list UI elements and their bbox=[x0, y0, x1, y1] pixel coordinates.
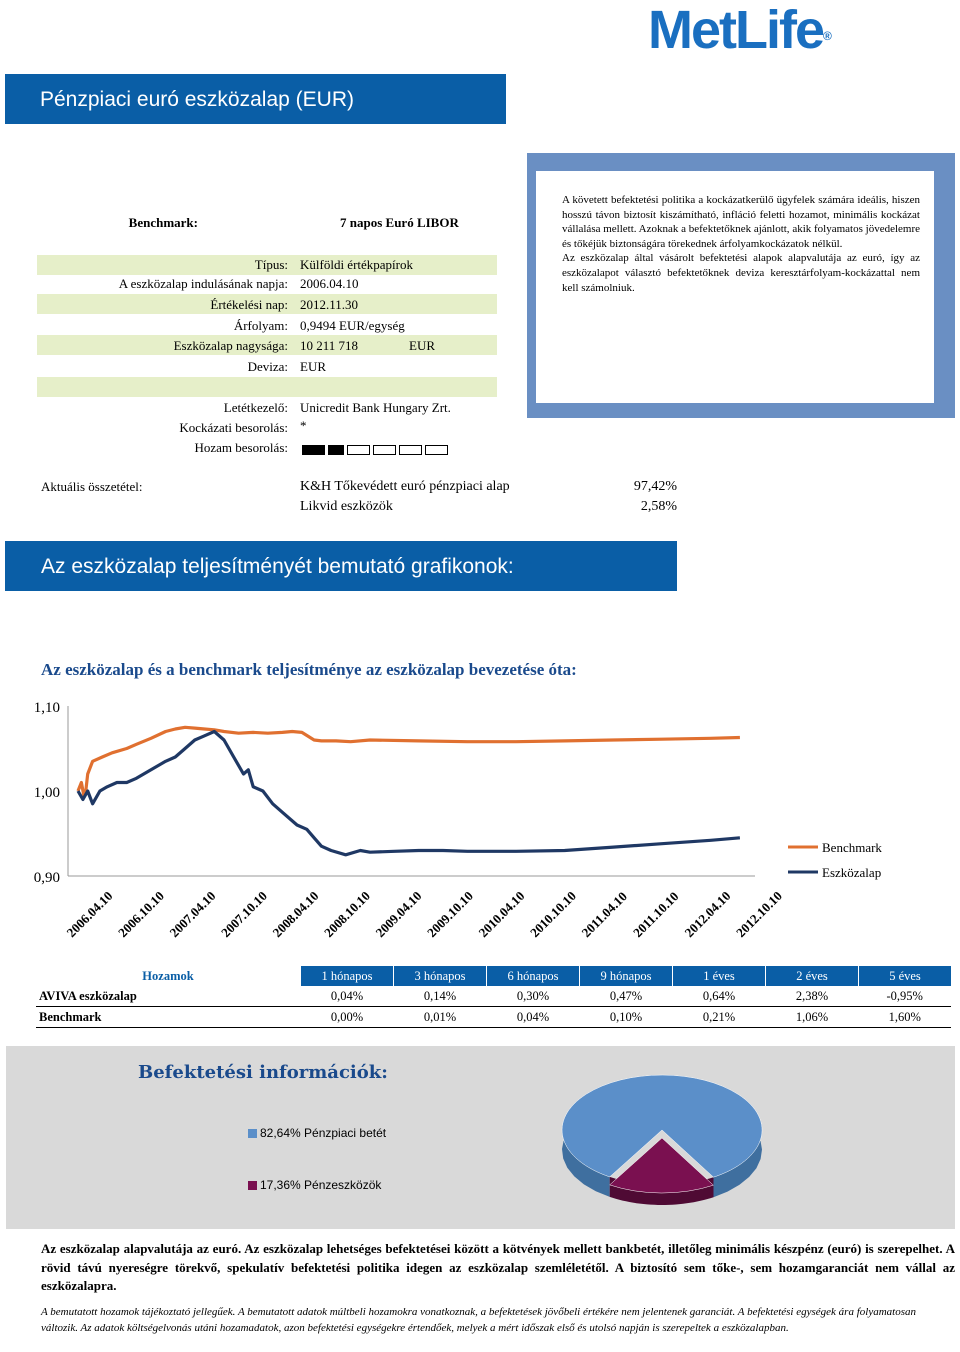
x-tick-label: 2007.04.10 bbox=[166, 888, 219, 941]
price-value: 0,9494 EUR/egység bbox=[300, 318, 405, 333]
currency-label: Deviza: bbox=[247, 359, 288, 374]
description-paragraph: A követett befektetési politika a kockázatkerülő ügyfelek számára ideális, hiszen hosszú távon biztosít kiszámítható, infláció feletti hozamot, minimális kockázat vállalása mellett. Azoknak a befektetőknek ajánlott, akik folyamatos jövedelemre és tőkéjük biztonságára törekednek árfolyamkockázatok nélkül. bbox=[562, 194, 920, 250]
type-label: Típus: bbox=[254, 257, 288, 272]
table-header: 3 hónapos bbox=[394, 966, 487, 986]
x-tick-label: 2008.04.10 bbox=[269, 888, 322, 941]
table-cell: -0,95% bbox=[859, 986, 952, 1007]
manager-value: Unicredit Bank Hungary Zrt. bbox=[300, 400, 451, 415]
x-tick-label: 2012.10.10 bbox=[733, 888, 785, 941]
legend-label: Eszközalap bbox=[822, 865, 882, 880]
section-title: Az eszközalap teljesítményét bemutató grafikonok: bbox=[5, 541, 677, 591]
description-text bbox=[562, 193, 920, 295]
table-cell: 0,21% bbox=[673, 1007, 766, 1028]
metlife-logo: MetLife® bbox=[648, 0, 832, 60]
fund-info bbox=[0, 215, 520, 455]
table-cell: 2,38% bbox=[766, 986, 859, 1007]
table-cell: 0,04% bbox=[487, 1007, 580, 1028]
table-cell: 0,01% bbox=[394, 1007, 487, 1028]
composition-item-value: 2,58% bbox=[640, 499, 677, 514]
size-label: Eszközalap nagysága: bbox=[173, 338, 288, 353]
legend-swatch bbox=[248, 1129, 257, 1138]
chart-title: Az eszközalap és a benchmark teljesítménye az eszközalap bevezetése óta: bbox=[41, 660, 577, 679]
rating-box bbox=[399, 445, 422, 455]
table-cell: 0,10% bbox=[580, 1007, 673, 1028]
table-header: 9 hónapos bbox=[580, 966, 673, 986]
y-tick-label: 1,10 bbox=[33, 700, 60, 716]
yield-rating-boxes bbox=[302, 442, 451, 460]
page-title: Pénzpiaci euró eszközalap (EUR) bbox=[5, 74, 506, 124]
band bbox=[37, 377, 497, 397]
composition-item-value: 97,42% bbox=[633, 479, 677, 494]
disclaimer: A bemutatott hozamok tájékoztató jellegűek. A bemutatott adatok múltbeli hozamokra vonatkoznak, a befektetések jövőbeli értékére nem jelentenek garanciát. A befektetési egységek ára folyamatosan változik. Az adatok költségelvonás utáni hozamadatok, azon befektetési egységekre értendőek, melyek a mért időszak első és utolsó napján is szerepeltek a eszközalapban. bbox=[41, 1306, 916, 1334]
pie-legend-label: 17,36% Pénzeszközök bbox=[260, 1178, 382, 1192]
x-tick-label: 2009.04.10 bbox=[372, 888, 425, 941]
table-cell: 0,04% bbox=[301, 986, 394, 1007]
table-cell: 0,00% bbox=[301, 1007, 394, 1028]
table-row bbox=[36, 1007, 951, 1028]
table-header: 1 éves bbox=[673, 966, 766, 986]
x-tick-label: 2008.10.10 bbox=[321, 888, 373, 941]
table-header: 6 hónapos bbox=[487, 966, 580, 986]
table-row bbox=[36, 986, 951, 1007]
rating-box bbox=[347, 445, 370, 455]
table-cell: AVIVA eszközalap bbox=[36, 986, 301, 1007]
table-cell: 0,30% bbox=[487, 986, 580, 1007]
legend-label: Benchmark bbox=[822, 840, 882, 855]
rating-box bbox=[425, 445, 448, 455]
table-cell: 1,06% bbox=[766, 1007, 859, 1028]
allocation-pie bbox=[540, 1060, 780, 1230]
x-tick-label: 2007.10.10 bbox=[218, 888, 270, 941]
benchmark-value: 7 napos Euró LIBOR bbox=[340, 215, 459, 230]
benchmark-label: Benchmark: bbox=[128, 215, 198, 230]
table-cell: Benchmark bbox=[36, 1007, 301, 1028]
manager-label: Letétkezelő: bbox=[223, 400, 288, 415]
size-unit: EUR bbox=[409, 338, 435, 353]
yield-label: Hozam besorolás: bbox=[194, 440, 288, 455]
x-tick-label: 2006.10.10 bbox=[115, 888, 167, 941]
size-value: 10 211 718 bbox=[300, 338, 359, 353]
table-cell: 1,60% bbox=[859, 1007, 952, 1028]
pie-legend-item bbox=[248, 1178, 381, 1192]
table-header: 1 hónapos bbox=[301, 966, 394, 986]
composition-label: Aktuális összetétel: bbox=[41, 479, 143, 494]
x-tick-label: 2010.04.10 bbox=[475, 888, 528, 941]
rating-box bbox=[328, 445, 344, 455]
x-tick-label: 2012.04.10 bbox=[681, 888, 734, 941]
table-cell: 0,14% bbox=[394, 986, 487, 1007]
rating-box bbox=[373, 445, 396, 455]
x-tick-label: 2011.04.10 bbox=[578, 888, 630, 941]
x-tick-label: 2011.10.10 bbox=[630, 888, 682, 941]
risk-label: Kockázati besorolás: bbox=[179, 420, 288, 435]
x-tick-label: 2009.10.10 bbox=[424, 888, 476, 941]
performance-chart bbox=[0, 690, 960, 960]
start-date-value: 2006.04.10 bbox=[300, 276, 359, 291]
table-cell: 0,64% bbox=[673, 986, 766, 1007]
price-label: Árfolyam: bbox=[233, 318, 288, 333]
table-header: 2 éves bbox=[766, 966, 859, 986]
table-header: Hozamok bbox=[36, 966, 301, 986]
fund-policy-text: Az eszközalap alapvalutája az euró. Az eszközalap lehetséges befektetései között a kötvények mellett bankbetét, illetőleg minimális készpénz (euró) is szerepelhet. A rövid távú nyereségre törekvő, spekulatív befektetési politika idegen az eszközalap szemléletétől. A biztosító sem tőke-, sem hozamgaranciát nem vállal az eszközalapra. bbox=[41, 1241, 955, 1293]
x-tick-label: 2010.10.10 bbox=[527, 888, 579, 941]
pie-legend-item bbox=[248, 1126, 386, 1140]
composition-item-name: Likvid eszközök bbox=[300, 499, 393, 514]
currency-value: EUR bbox=[300, 359, 326, 374]
x-tick-label: 2006.04.10 bbox=[63, 888, 116, 941]
type-value: Külföldi értékpapírok bbox=[300, 257, 413, 272]
table-header-row bbox=[36, 966, 951, 986]
table-cell: 0,47% bbox=[580, 986, 673, 1007]
series-line bbox=[78, 727, 740, 795]
series-line bbox=[78, 732, 740, 855]
description-paragraph: Az eszközalap által vásárolt befektetési alapok alapvalutája az euró, így az eszközalapot választó befektetőknek deviza keresztárfolyam-kockázattal nem kell számolniuk. bbox=[562, 252, 920, 294]
y-tick-label: 1,00 bbox=[33, 785, 60, 801]
y-tick-label: 0,90 bbox=[33, 870, 60, 886]
rating-box bbox=[302, 445, 325, 455]
returns-table bbox=[36, 966, 951, 1028]
pie-legend-label: 82,64% Pénzpiaci betét bbox=[260, 1126, 387, 1140]
investment-title: Befektetési információk: bbox=[138, 1062, 388, 1083]
legend-swatch bbox=[248, 1181, 257, 1190]
valuation-label: Értékelési nap: bbox=[210, 297, 288, 312]
composition-item-name: K&H Tőkevédett euró pénzpiaci alap bbox=[300, 479, 510, 494]
table-header: 5 éves bbox=[859, 966, 952, 986]
valuation-value: 2012.11.30 bbox=[300, 297, 359, 312]
start-date-label: A eszközalap indulásának napja: bbox=[118, 276, 288, 291]
risk-value: * bbox=[300, 418, 307, 433]
